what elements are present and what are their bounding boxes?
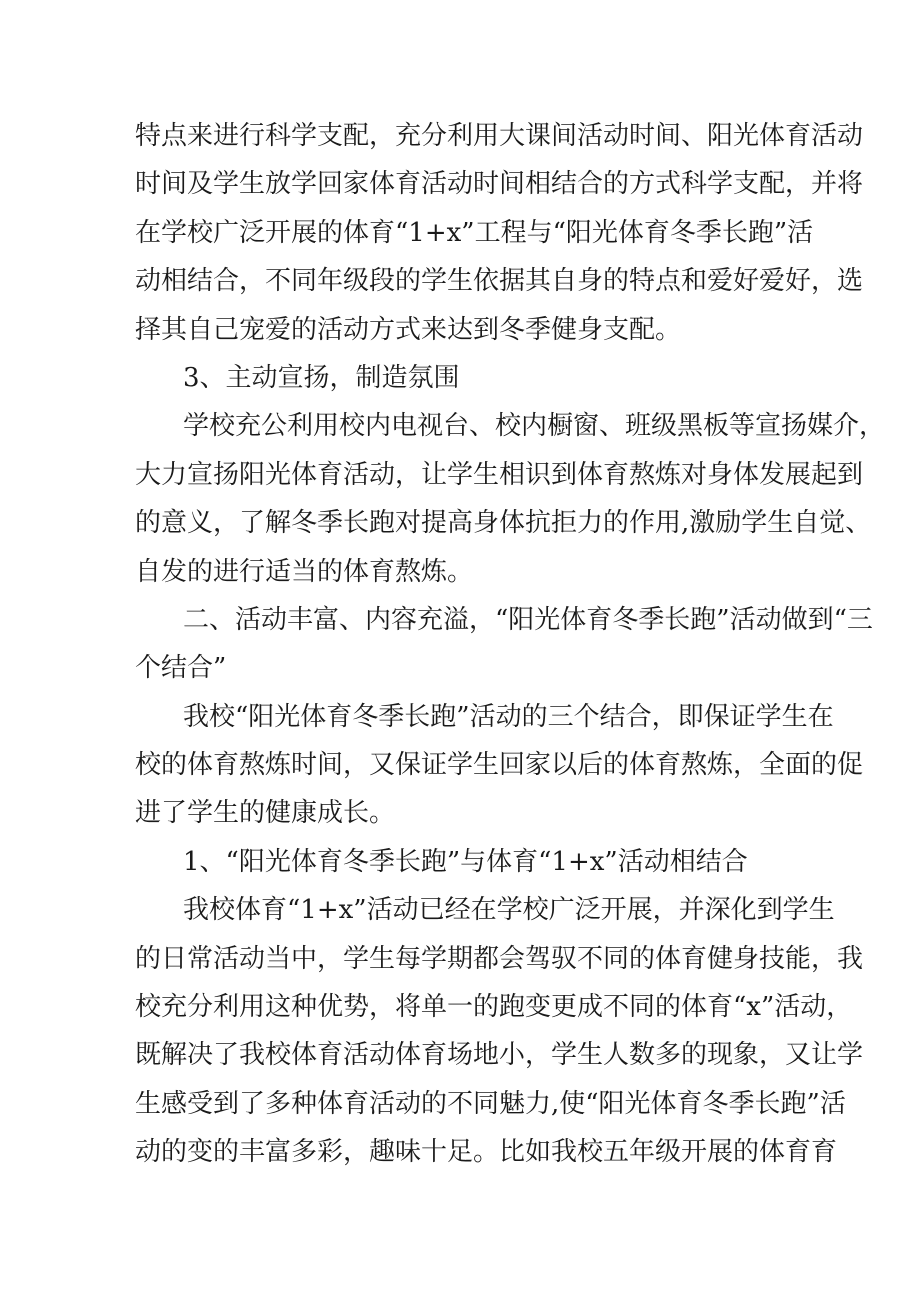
text-line: 择其自己宠爱的活动方式来达到冬季健身支配。 [135, 314, 682, 345]
text-line: 在学校广泛开展的体育“1+x”工程与“阳光体育冬季长跑”活 [135, 217, 814, 248]
text-line: 我校“阳光体育冬季长跑”活动的三个结合，即保证学生在 [183, 701, 834, 732]
text-line: 动的变的丰富多彩，趣味十足。比如我校五年级开展的体育育 [135, 1137, 838, 1168]
text-line: 自发的进行适当的体育熬炼。 [135, 556, 474, 587]
text-line: 校充分利用这种优势，将单一的跑变更成不同的体育“x”活动， [135, 992, 853, 1023]
text-line: 时间及学生放学回家体育活动时间相结合的方式科学支配，并将 [135, 169, 864, 200]
text-line: 动相结合，不同年级段的学生依据其自身的特点和爱好爱好，选 [135, 266, 864, 297]
text-line: 既解决了我校体育活动体育场地小，学生人数多的现象，又让学 [135, 1040, 864, 1071]
section-heading: 二、活动丰富、内容充溢，“阳光体育冬季长跑”活动做到“三 [183, 604, 873, 635]
text-line: 校的体育熬炼时间，又保证学生回家以后的体育熬炼，全面的促 [135, 750, 864, 781]
text-line: 我校体育“1+x”活动已经在学校广泛开展，并深化到学生 [183, 895, 835, 926]
text-line: 大力宣扬阳光体育活动，让学生相识到体育熬炼对身体发展起到 [135, 459, 864, 490]
text-line: 进了学生的健康成长。 [135, 798, 396, 829]
text-line: 的日常活动当中，学生每学期都会驾驭不同的体育健身技能，我 [135, 943, 864, 974]
section-heading-cont: 个结合” [135, 653, 227, 684]
text-line: 特点来进行科学支配，充分利用大课间活动时间、阳光体育活动 [135, 121, 864, 151]
text-line: 的意义，了解冬季长跑对提高身体抗拒力的作用,激励学生自觉、 [135, 508, 872, 539]
text-line: 生感受到了多种体育活动的不同魅力,使“阳光体育冬季长跑”活 [135, 1088, 846, 1119]
text-line: 学校充公利用校内电视台、校内橱窗、班级黑板等宣扬媒介， [183, 411, 886, 442]
document-body [135, 112, 886, 1177]
section-heading: 3、主动宣扬，制造氛围 [183, 362, 460, 393]
section-heading: 1、“阳光体育冬季长跑”与体育“1+x”活动相结合 [183, 846, 748, 877]
